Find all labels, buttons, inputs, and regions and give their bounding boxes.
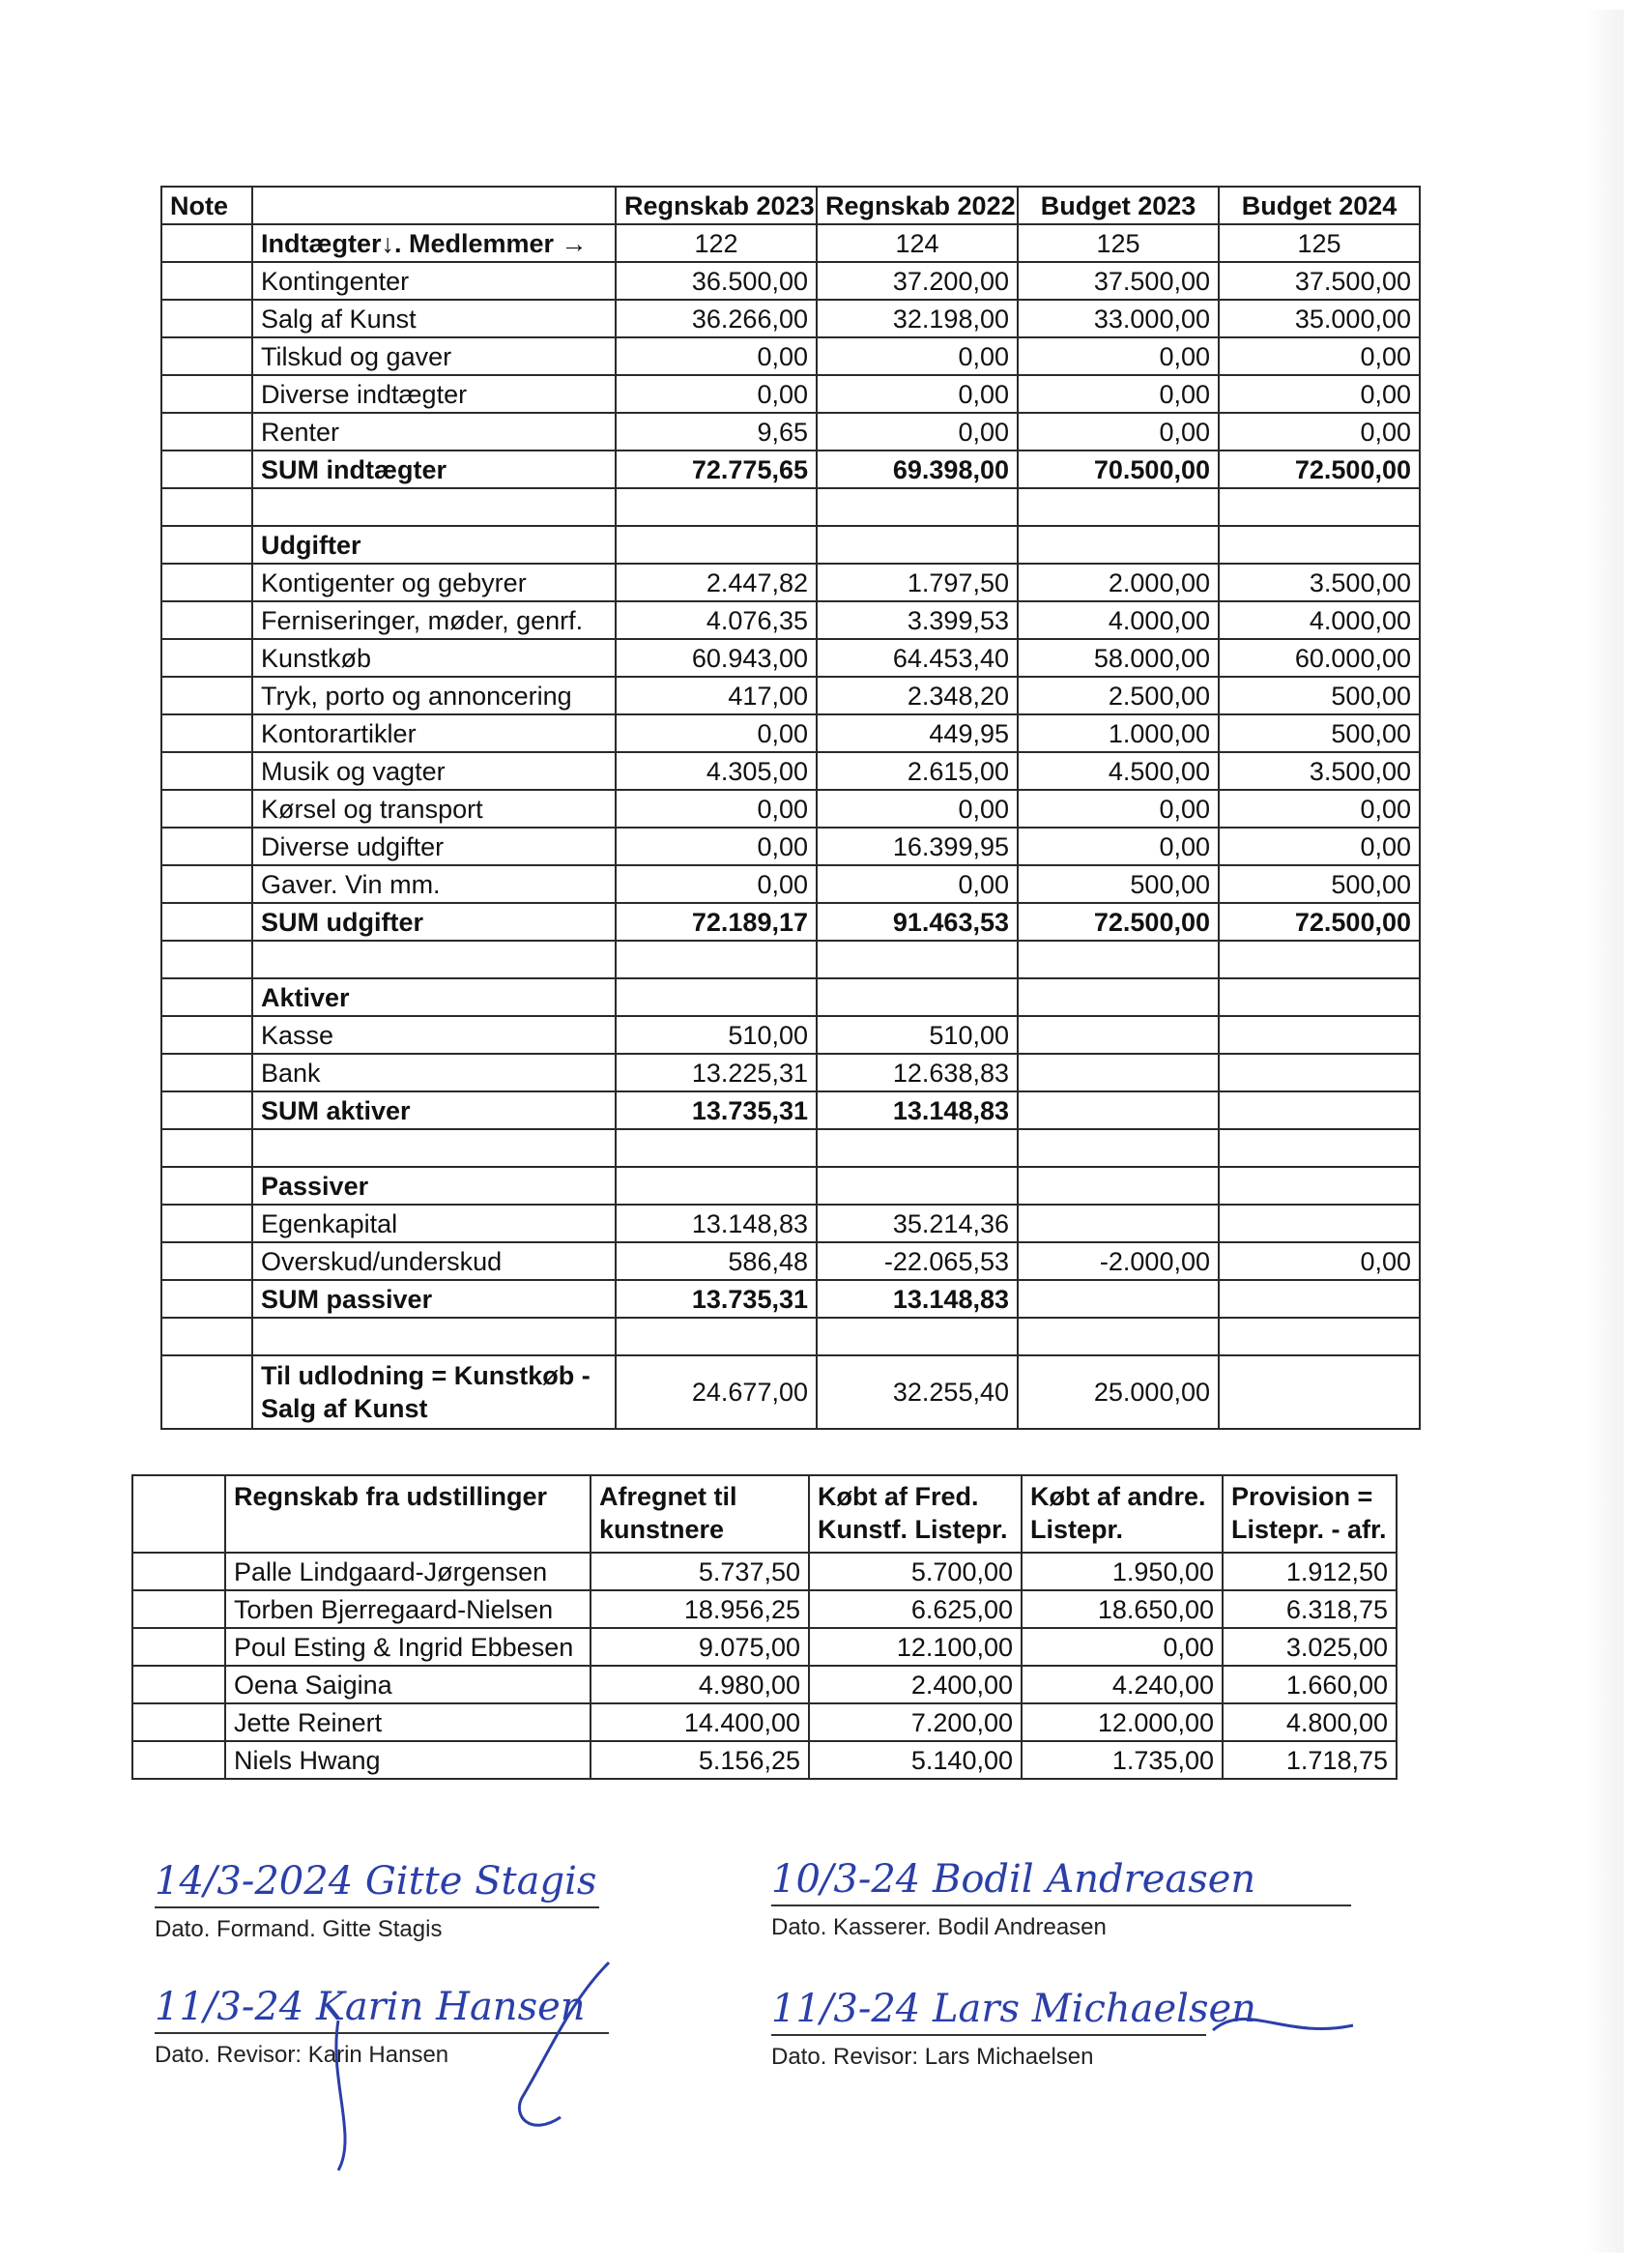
value-cell: 1.660,00 <box>1223 1666 1397 1703</box>
row-label: SUM udgifter <box>252 903 616 941</box>
value-cell: 6.318,75 <box>1223 1590 1397 1628</box>
value-cell: 2.348,20 <box>817 677 1018 714</box>
value-cell: 3.025,00 <box>1223 1628 1397 1666</box>
value-cell: 2.500,00 <box>1018 677 1219 714</box>
value-cell: 2.400,00 <box>809 1666 1022 1703</box>
table-row <box>161 828 1420 865</box>
value-cell: 4.240,00 <box>1022 1666 1223 1703</box>
note-cell <box>132 1590 225 1628</box>
value-cell: 5.737,50 <box>591 1553 809 1590</box>
note-cell <box>161 1205 252 1242</box>
value-cell: 36.500,00 <box>616 262 817 300</box>
value-cell: 1.950,00 <box>1022 1553 1223 1590</box>
row-label: Udgifter <box>252 526 616 564</box>
value-cell: 0,00 <box>1219 375 1420 413</box>
value-cell: 18.956,25 <box>591 1590 809 1628</box>
value-cell: 2.615,00 <box>817 752 1018 790</box>
value-cell: 1.718,75 <box>1223 1741 1397 1779</box>
note-cell <box>161 1355 252 1429</box>
value-cell: 72.500,00 <box>1219 451 1420 488</box>
value-cell: 4.980,00 <box>591 1666 809 1703</box>
value-cell: 0,00 <box>1018 790 1219 828</box>
row-label: Kontigenter og gebyrer <box>252 564 616 601</box>
value-cell: 91.463,53 <box>817 903 1018 941</box>
value-cell: 0,00 <box>817 413 1018 451</box>
value-cell: 417,00 <box>616 677 817 714</box>
value-cell: 0,00 <box>616 337 817 375</box>
value-cell: 4.000,00 <box>1219 601 1420 639</box>
column-header <box>252 187 616 224</box>
row-label: Gaver. Vin mm. <box>252 865 616 903</box>
value-cell: 13.225,31 <box>616 1054 817 1091</box>
value-cell: -22.065,53 <box>817 1242 1018 1280</box>
value-cell: 9,65 <box>616 413 817 451</box>
table-row <box>161 1242 1420 1280</box>
table-row <box>161 224 1420 262</box>
note-cell <box>161 639 252 677</box>
value-cell: 72.500,00 <box>1018 903 1219 941</box>
table-row <box>161 337 1420 375</box>
value-cell: 3.500,00 <box>1219 564 1420 601</box>
row-label: SUM aktiver <box>252 1091 616 1129</box>
value-cell: 70.500,00 <box>1018 451 1219 488</box>
value-cell: 4.500,00 <box>1018 752 1219 790</box>
note-cell <box>161 1242 252 1280</box>
value-cell: 13.148,83 <box>817 1280 1018 1318</box>
value-cell <box>1018 1318 1219 1355</box>
artist-name: Torben Bjerregaard-Nielsen <box>225 1590 591 1628</box>
table-row <box>161 865 1420 903</box>
note-cell <box>161 714 252 752</box>
column-header: Regnskab 2023 <box>616 187 817 224</box>
value-cell: 124 <box>817 224 1018 262</box>
row-label: Kasse <box>252 1016 616 1054</box>
value-cell: 0,00 <box>1219 828 1420 865</box>
value-cell: 60.000,00 <box>1219 639 1420 677</box>
value-cell <box>616 526 817 564</box>
table-row <box>161 451 1420 488</box>
value-cell <box>1219 1129 1420 1167</box>
value-cell: 13.735,31 <box>616 1280 817 1318</box>
value-cell: 3.500,00 <box>1219 752 1420 790</box>
value-cell <box>616 1167 817 1205</box>
artist-name: Palle Lindgaard-Jørgensen <box>225 1553 591 1590</box>
value-cell <box>1018 1205 1219 1242</box>
column-header: Budget 2023 <box>1018 187 1219 224</box>
value-cell <box>616 488 817 526</box>
value-cell: 25.000,00 <box>1018 1355 1219 1429</box>
note-cell <box>161 677 252 714</box>
note-cell <box>161 1280 252 1318</box>
value-cell <box>1219 941 1420 978</box>
table-row <box>161 526 1420 564</box>
note-cell <box>161 790 252 828</box>
value-cell: 0,00 <box>1018 337 1219 375</box>
value-cell <box>1018 1280 1219 1318</box>
budget-table <box>160 186 1421 1430</box>
value-cell <box>817 1129 1018 1167</box>
value-cell: 4.305,00 <box>616 752 817 790</box>
value-cell: 14.400,00 <box>591 1703 809 1741</box>
signature-caption: Dato. Formand. Gitte Stagis <box>155 1916 443 1942</box>
value-cell: 16.399,95 <box>817 828 1018 865</box>
value-cell <box>1219 526 1420 564</box>
table-row <box>161 300 1420 337</box>
column-header: Afregnet til kunstnere <box>591 1475 809 1553</box>
signature-formand <box>155 1856 599 1943</box>
value-cell: 122 <box>616 224 817 262</box>
value-cell: 500,00 <box>1219 714 1420 752</box>
note-cell <box>161 526 252 564</box>
value-cell: 72.775,65 <box>616 451 817 488</box>
value-cell: 586,48 <box>616 1242 817 1280</box>
note-cell <box>161 375 252 413</box>
value-cell <box>1219 1167 1420 1205</box>
column-header: Købt af Fred. Kunstf. Listepr. <box>809 1475 1022 1553</box>
value-cell <box>1219 1091 1420 1129</box>
value-cell: 125 <box>1219 224 1420 262</box>
header-row <box>132 1475 1397 1553</box>
value-cell <box>616 1318 817 1355</box>
value-cell: 0,00 <box>616 828 817 865</box>
row-label: Kontorartikler <box>252 714 616 752</box>
value-cell <box>1018 1016 1219 1054</box>
column-header: Budget 2024 <box>1219 187 1420 224</box>
value-cell: 1.912,50 <box>1223 1553 1397 1590</box>
value-cell: 18.650,00 <box>1022 1590 1223 1628</box>
value-cell <box>1219 978 1420 1016</box>
row-label: Kørsel og transport <box>252 790 616 828</box>
table-row <box>161 639 1420 677</box>
value-cell: 4.000,00 <box>1018 601 1219 639</box>
row-label: Indtægter↓. Medlemmer → <box>252 224 616 262</box>
value-cell: 13.148,83 <box>817 1091 1018 1129</box>
note-cell <box>161 564 252 601</box>
value-cell <box>817 488 1018 526</box>
value-cell: 33.000,00 <box>1018 300 1219 337</box>
value-cell: 12.638,83 <box>817 1054 1018 1091</box>
value-cell: 3.399,53 <box>817 601 1018 639</box>
row-label: Salg af Kunst <box>252 300 616 337</box>
value-cell: 0,00 <box>1022 1628 1223 1666</box>
handwritten-signature: 10/3-24 Bodil Andreasen <box>771 1857 1256 1902</box>
value-cell: 0,00 <box>616 714 817 752</box>
signature-caption: Dato. Revisor: Lars Michaelsen <box>771 2044 1094 2070</box>
table-row <box>132 1590 1397 1628</box>
value-cell: 37.500,00 <box>1219 262 1420 300</box>
note-cell <box>161 601 252 639</box>
table-row <box>161 1129 1420 1167</box>
note-cell <box>161 865 252 903</box>
value-cell: 12.000,00 <box>1022 1703 1223 1741</box>
value-cell: 13.148,83 <box>616 1205 817 1242</box>
value-cell: 0,00 <box>817 375 1018 413</box>
row-label: Tilskud og gaver <box>252 337 616 375</box>
table-row <box>161 1016 1420 1054</box>
value-cell: 0,00 <box>1219 413 1420 451</box>
value-cell <box>1219 1054 1420 1091</box>
column-header <box>132 1475 225 1553</box>
row-label <box>252 941 616 978</box>
exhibition-accounts-table <box>131 1474 1398 1780</box>
note-cell <box>161 978 252 1016</box>
value-cell: 72.189,17 <box>616 903 817 941</box>
value-cell <box>817 1318 1018 1355</box>
value-cell: 0,00 <box>817 790 1018 828</box>
row-label: Tryk, porto og annoncering <box>252 677 616 714</box>
value-cell: 2.447,82 <box>616 564 817 601</box>
table-row <box>161 752 1420 790</box>
note-cell <box>161 413 252 451</box>
table-row <box>161 262 1420 300</box>
table-row <box>161 978 1420 1016</box>
value-cell: 1.000,00 <box>1018 714 1219 752</box>
signature-flourish <box>1208 1992 1363 2050</box>
note-cell <box>161 337 252 375</box>
value-cell: 0,00 <box>1219 790 1420 828</box>
value-cell: 58.000,00 <box>1018 639 1219 677</box>
value-cell: 0,00 <box>616 375 817 413</box>
value-cell: 0,00 <box>1219 337 1420 375</box>
value-cell: 64.453,40 <box>817 639 1018 677</box>
value-cell: 1.797,50 <box>817 564 1018 601</box>
row-label: Overskud/underskud <box>252 1242 616 1280</box>
note-cell <box>132 1703 225 1741</box>
scan-edge-shadow <box>1585 10 1624 2253</box>
column-header: Note <box>161 187 252 224</box>
artist-name: Oena Saigina <box>225 1666 591 1703</box>
value-cell: 69.398,00 <box>817 451 1018 488</box>
note-cell <box>161 262 252 300</box>
table-row <box>132 1741 1397 1779</box>
table-row <box>161 941 1420 978</box>
table-row <box>132 1553 1397 1590</box>
row-label: Passiver <box>252 1167 616 1205</box>
value-cell: 35.214,36 <box>817 1205 1018 1242</box>
value-cell: 0,00 <box>817 337 1018 375</box>
table-row <box>161 1280 1420 1318</box>
header-row <box>161 187 1420 224</box>
note-cell <box>132 1741 225 1779</box>
value-cell: 500,00 <box>1219 677 1420 714</box>
value-cell <box>1018 1167 1219 1205</box>
column-header: Regnskab 2022 <box>817 187 1018 224</box>
table-row <box>161 1091 1420 1129</box>
row-label: Renter <box>252 413 616 451</box>
row-label <box>252 488 616 526</box>
value-cell <box>616 1129 817 1167</box>
row-label: Diverse udgifter <box>252 828 616 865</box>
value-cell <box>616 978 817 1016</box>
row-label: Musik og vagter <box>252 752 616 790</box>
note-cell <box>161 1318 252 1355</box>
note-cell <box>132 1628 225 1666</box>
table-row <box>161 677 1420 714</box>
artist-name: Poul Esting & Ingrid Ebbesen <box>225 1628 591 1666</box>
value-cell: 0,00 <box>1018 828 1219 865</box>
value-cell: -2.000,00 <box>1018 1242 1219 1280</box>
table-row <box>132 1628 1397 1666</box>
signature-caption: Dato. Kasserer. Bodil Andreasen <box>771 1914 1107 1940</box>
row-label: Bank <box>252 1054 616 1091</box>
value-cell: 32.255,40 <box>817 1355 1018 1429</box>
value-cell: 13.735,31 <box>616 1091 817 1129</box>
value-cell: 24.677,00 <box>616 1355 817 1429</box>
note-cell <box>161 488 252 526</box>
column-header: Regnskab fra udstillinger <box>225 1475 591 1553</box>
value-cell <box>817 941 1018 978</box>
table-row <box>161 903 1420 941</box>
value-cell: 0,00 <box>1018 375 1219 413</box>
value-cell: 35.000,00 <box>1219 300 1420 337</box>
value-cell: 0,00 <box>616 790 817 828</box>
value-cell: 5.700,00 <box>809 1553 1022 1590</box>
value-cell: 5.156,25 <box>591 1741 809 1779</box>
value-cell <box>1018 941 1219 978</box>
artist-name: Niels Hwang <box>225 1741 591 1779</box>
value-cell: 37.500,00 <box>1018 262 1219 300</box>
value-cell: 4.800,00 <box>1223 1703 1397 1741</box>
table-row <box>161 790 1420 828</box>
note-cell <box>161 300 252 337</box>
note-cell <box>132 1553 225 1590</box>
value-cell <box>1219 1280 1420 1318</box>
value-cell: 37.200,00 <box>817 262 1018 300</box>
note-cell <box>132 1666 225 1703</box>
signature-flourish <box>319 1943 648 2175</box>
value-cell <box>1018 488 1219 526</box>
table-row <box>161 1205 1420 1242</box>
value-cell <box>1219 1318 1420 1355</box>
row-label: Kunstkøb <box>252 639 616 677</box>
row-label: SUM passiver <box>252 1280 616 1318</box>
table-row <box>161 564 1420 601</box>
column-header: Provision = Listepr. - afr. <box>1223 1475 1397 1553</box>
row-label: SUM indtægter <box>252 451 616 488</box>
handwritten-signature: 11/3-24 Karin Hansen <box>155 1985 586 2029</box>
note-cell <box>161 1054 252 1091</box>
row-label: Til udlodning = Kunstkøb - Salg af Kunst <box>252 1355 616 1429</box>
value-cell: 1.735,00 <box>1022 1741 1223 1779</box>
table-row <box>161 413 1420 451</box>
value-cell: 510,00 <box>817 1016 1018 1054</box>
value-cell: 12.100,00 <box>809 1628 1022 1666</box>
note-cell <box>161 828 252 865</box>
artist-name: Jette Reinert <box>225 1703 591 1741</box>
note-cell <box>161 752 252 790</box>
table-row <box>132 1666 1397 1703</box>
row-label: Ferniseringer, møder, genrf. <box>252 601 616 639</box>
row-label <box>252 1318 616 1355</box>
table-row <box>161 601 1420 639</box>
value-cell: 6.625,00 <box>809 1590 1022 1628</box>
note-cell <box>161 451 252 488</box>
value-cell: 510,00 <box>616 1016 817 1054</box>
value-cell <box>817 1167 1018 1205</box>
value-cell <box>1219 1016 1420 1054</box>
value-cell: 0,00 <box>1018 413 1219 451</box>
handwritten-signature: 14/3-2024 Gitte Stagis <box>155 1859 597 1904</box>
value-cell <box>1219 1205 1420 1242</box>
value-cell: 7.200,00 <box>809 1703 1022 1741</box>
value-cell: 60.943,00 <box>616 639 817 677</box>
value-cell: 72.500,00 <box>1219 903 1420 941</box>
value-cell: 500,00 <box>1219 865 1420 903</box>
value-cell <box>817 526 1018 564</box>
row-label: Aktiver <box>252 978 616 1016</box>
value-cell: 0,00 <box>817 865 1018 903</box>
signature-revisor-lars <box>771 1984 1256 2071</box>
table-row <box>161 1318 1420 1355</box>
note-cell <box>161 1091 252 1129</box>
value-cell: 0,00 <box>616 865 817 903</box>
note-cell <box>161 1129 252 1167</box>
note-cell <box>161 1167 252 1205</box>
note-cell <box>161 1016 252 1054</box>
value-cell <box>616 941 817 978</box>
note-cell <box>161 224 252 262</box>
row-label <box>252 1129 616 1167</box>
value-cell <box>1219 488 1420 526</box>
value-cell: 2.000,00 <box>1018 564 1219 601</box>
value-cell: 4.076,35 <box>616 601 817 639</box>
row-label: Egenkapital <box>252 1205 616 1242</box>
note-cell <box>161 903 252 941</box>
value-cell: 36.266,00 <box>616 300 817 337</box>
value-cell <box>1018 1091 1219 1129</box>
table-row <box>161 375 1420 413</box>
table-row <box>161 488 1420 526</box>
table-row <box>161 1054 1420 1091</box>
value-cell <box>1219 1355 1420 1429</box>
handwritten-signature: 11/3-24 Lars Michaelsen <box>771 1987 1256 2031</box>
table-row <box>161 714 1420 752</box>
value-cell: 0,00 <box>1219 1242 1420 1280</box>
value-cell <box>1018 526 1219 564</box>
value-cell <box>1018 1129 1219 1167</box>
table-row <box>132 1703 1397 1741</box>
row-label: Diverse indtægter <box>252 375 616 413</box>
value-cell <box>817 978 1018 1016</box>
value-cell: 125 <box>1018 224 1219 262</box>
note-cell <box>161 941 252 978</box>
value-cell <box>1018 1054 1219 1091</box>
value-cell: 9.075,00 <box>591 1628 809 1666</box>
signature-caption: Dato. Revisor: Karin Hansen <box>155 2042 449 2068</box>
value-cell <box>1018 978 1219 1016</box>
row-label: Kontingenter <box>252 262 616 300</box>
value-cell: 500,00 <box>1018 865 1219 903</box>
column-header: Købt af andre. Listepr. <box>1022 1475 1223 1553</box>
table-row <box>161 1167 1420 1205</box>
signature-kasserer <box>771 1854 1351 1941</box>
table-row <box>161 1355 1420 1429</box>
value-cell: 5.140,00 <box>809 1741 1022 1779</box>
value-cell: 449,95 <box>817 714 1018 752</box>
value-cell: 32.198,00 <box>817 300 1018 337</box>
